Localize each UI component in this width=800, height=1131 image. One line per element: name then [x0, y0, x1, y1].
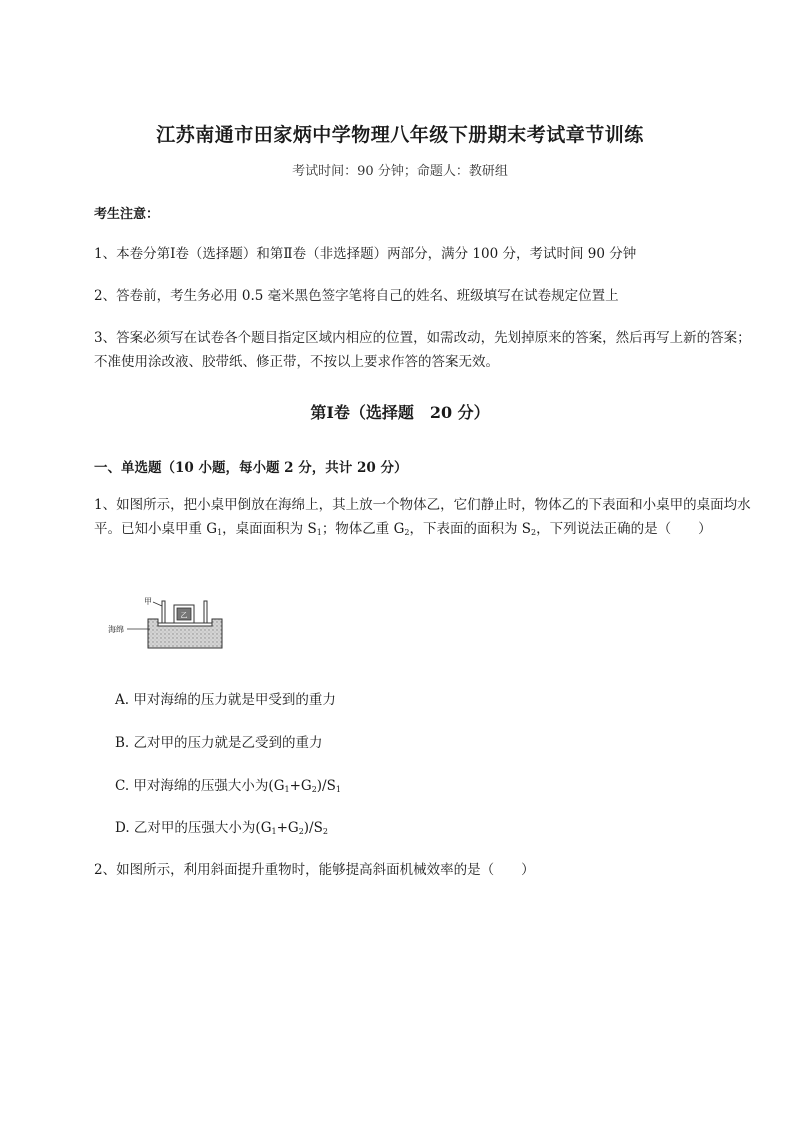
- q1-stem-b: ，桌面面积为 S: [222, 521, 317, 537]
- q1-stem-d: ，下表面的面积为 S: [409, 521, 532, 537]
- leader-line-jia: [153, 602, 162, 606]
- label-jia: 甲: [144, 597, 152, 606]
- option-a: A. 甲对海绵的压力就是甲受到的重力: [115, 692, 336, 708]
- section-title: 第Ⅰ卷（选择题 20 分）: [310, 403, 490, 422]
- q1-sub-2: 1: [316, 528, 322, 537]
- option-c-sub-2: 2: [311, 785, 317, 794]
- notice-item-2: 2、答卷前，考生务必用 0.5 毫米黑色签字笔将自己的姓名、班级填写在试卷规定位置上: [94, 288, 619, 304]
- label-sponge: 海绵: [108, 625, 124, 634]
- q1-sub-4: 2: [531, 528, 537, 537]
- option-c-mid: +G: [289, 778, 312, 794]
- page-title: 江苏南通市田家炳中学物理八年级下册期末考试章节训练: [156, 124, 644, 146]
- table-on-sponge-figure: [108, 593, 230, 649]
- q1-stem-a: 1、如图所示，把小桌甲倒放在海绵上，其上放一个物体乙，它们静止时，物体乙的下表面和小桌甲的桌面均水平。已知小桌甲重 G: [94, 497, 751, 537]
- q1-stem-e: ，下列说法正确的是（ ）: [536, 521, 712, 537]
- question-1-stem: [94, 493, 754, 545]
- option-c-sub-3: 1: [335, 785, 341, 794]
- option-d-sub-1: 1: [271, 827, 277, 836]
- question-group-heading: 一、单选题（10 小题，每小题 2 分，共计 20 分）: [94, 460, 408, 476]
- label-yi: 乙: [180, 611, 188, 620]
- q1-stem-c: ；物体乙重 G: [321, 521, 405, 537]
- notice-heading: 考生注意：: [94, 207, 160, 222]
- table-leg-left: [162, 601, 165, 623]
- option-c: [115, 776, 341, 800]
- option-d-post: )/S: [303, 820, 323, 836]
- option-d-mid: +G: [276, 820, 299, 836]
- option-d-pre: D. 乙对甲的压强大小为(G: [115, 820, 272, 836]
- notice-item-3: 3、答案必须写在试卷各个题目指定区域内相应的位置，如需改动，先划掉原来的答案，然后再写上新的答案；不准使用涂改液、胶带纸、修正带，不按以上要求作答的答案无效。: [94, 330, 751, 370]
- option-b: B. 乙对甲的压力就是乙受到的重力: [115, 735, 323, 751]
- option-c-post: )/S: [316, 778, 336, 794]
- exam-info: 考试时间：90 分钟；命题人：教研组: [292, 164, 508, 179]
- option-d: [115, 818, 328, 842]
- question-2-stem: 2、如图所示，利用斜面提升重物时，能够提高斜面机械效率的是（ ）: [94, 862, 535, 878]
- notice-item-1: 1、本卷分第Ⅰ卷（选择题）和第Ⅱ卷（非选择题）两部分，满分 100 分，考试时间 90 分钟: [94, 246, 637, 262]
- q1-sub-3: 2: [404, 528, 410, 537]
- option-c-sub-1: 1: [284, 785, 290, 794]
- option-c-pre: C. 甲对海绵的压强大小为(G: [115, 778, 285, 794]
- table-leg-right: [204, 601, 207, 623]
- q1-sub-1: 1: [217, 528, 223, 537]
- option-d-sub-3: 2: [322, 827, 328, 836]
- option-d-sub-2: 2: [298, 827, 304, 836]
